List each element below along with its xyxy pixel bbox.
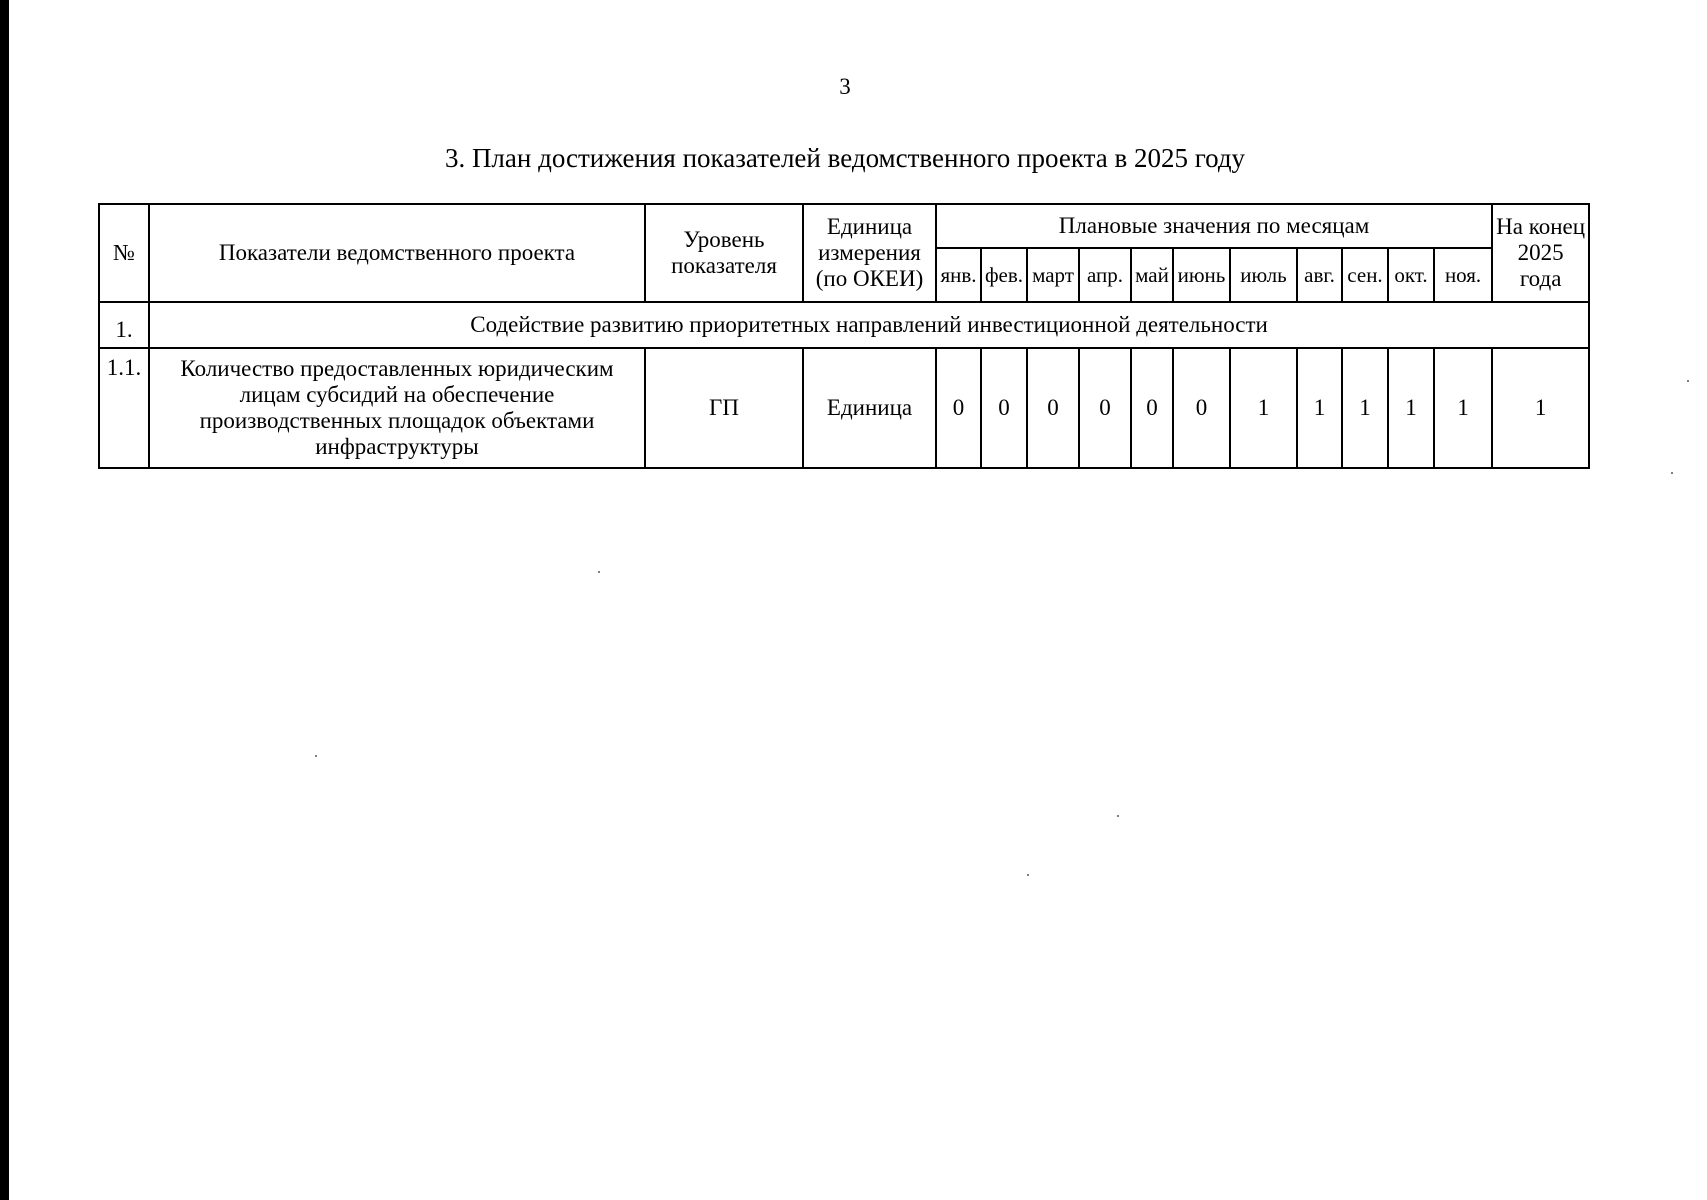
month-aug: авг. xyxy=(1297,248,1342,302)
header-row xyxy=(99,204,1589,248)
scan-speck xyxy=(1671,472,1673,474)
scan-left-edge xyxy=(0,0,9,1200)
month-jan: янв. xyxy=(936,248,981,302)
value-aug: 1 xyxy=(1297,348,1342,468)
value-jul: 1 xyxy=(1230,348,1297,468)
section-title: Содействие развитию приоритетных направлений инвестиционной деятельности xyxy=(149,302,1589,348)
month-oct: окт. xyxy=(1388,248,1434,302)
value-nov: 1 xyxy=(1434,348,1492,468)
value-may: 0 xyxy=(1131,348,1173,468)
page-number: 3 xyxy=(839,74,851,99)
header-monthly-values: Плановые значения по месяцам xyxy=(936,204,1492,248)
header-num: № xyxy=(99,204,149,302)
document-title: 3. План достижения показателей ведомственного проекта в 2025 году xyxy=(444,143,1246,173)
value-jun: 0 xyxy=(1173,348,1230,468)
month-nov: ноя. xyxy=(1434,248,1492,302)
month-jul: июль xyxy=(1230,248,1297,302)
section-num: 1. xyxy=(99,302,149,348)
header-year-end: На конец 2025 года xyxy=(1492,204,1589,302)
value-sep: 1 xyxy=(1342,348,1388,468)
scan-speck xyxy=(1687,380,1689,382)
month-apr: апр. xyxy=(1079,248,1131,302)
header-indicator: Показатели ведомственного проекта xyxy=(149,204,645,302)
value-oct: 1 xyxy=(1388,348,1434,468)
value-mar: 0 xyxy=(1027,348,1079,468)
value-year-end: 1 xyxy=(1492,348,1589,468)
section-row xyxy=(99,302,1589,348)
value-feb: 0 xyxy=(981,348,1027,468)
month-sep: сен. xyxy=(1342,248,1388,302)
table-row xyxy=(99,348,1589,468)
value-jan: 0 xyxy=(936,348,981,468)
header-unit: Единица измерения (по ОКЕИ) xyxy=(803,204,936,302)
month-mar: март xyxy=(1027,248,1079,302)
scan-speck xyxy=(315,755,317,757)
scan-speck xyxy=(1027,874,1029,876)
indicator-num: 1.1. xyxy=(99,348,149,468)
indicators-plan-table xyxy=(98,203,1590,469)
indicator-name: Количество предоставленных юридическим лицам субсидий на обеспечение производственных площадок объектами инфраструктуры xyxy=(149,348,645,468)
scan-speck xyxy=(1117,815,1119,817)
scan-speck xyxy=(598,571,600,573)
month-feb: фев. xyxy=(981,248,1027,302)
month-may: май xyxy=(1131,248,1173,302)
indicator-level: ГП xyxy=(645,348,803,468)
header-level: Уровень показателя xyxy=(645,204,803,302)
indicator-unit: Единица xyxy=(803,348,936,468)
month-jun: июнь xyxy=(1173,248,1230,302)
value-apr: 0 xyxy=(1079,348,1131,468)
